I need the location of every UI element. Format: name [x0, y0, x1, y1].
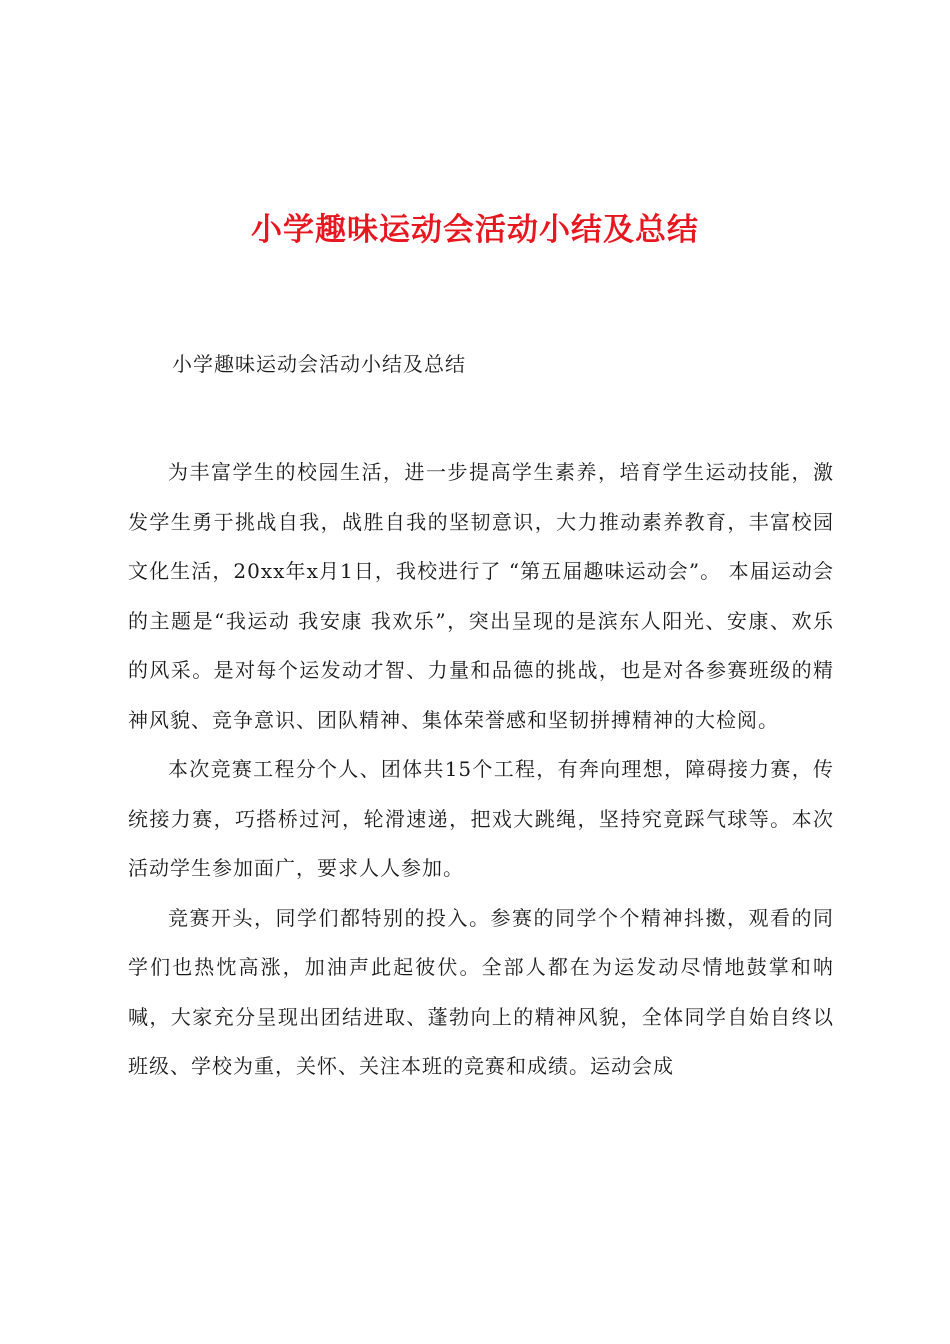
document-subtitle: 小学趣味运动会活动小结及总结	[172, 352, 466, 376]
paragraph-1: 为丰富学生的校园生活，进一步提高学生素养，培育学生运动技能，激发学生勇于挑战自我，战胜自我的坚韧意识，大力推动素养教育，丰富校园文化生活，20xx年x月1日，我校进行了 “第五届趣味运动会”。 本届运动会的主题是“我运动 我安康 我欢乐”，突出呈现的是滨东人阳光、安康、欢乐的风采。是对每个运发动才智、力量和品德的挑战，也是对各参赛班级的精神风貌、竞争意识、团队精神、集体荣誉感和坚韧拼搏精神的大检阅。	[128, 460, 834, 732]
paragraph-3: 竞赛开头，同学们都特别的投入。参赛的同学个个精神抖擞，观看的同学们也热忱高涨，加油声此起彼伏。全部人都在为运发动尽情地鼓掌和呐喊，大家充分呈现出团结进取、蓬勃向上的精神风貌，全体同学自始自终以班级、学校为重，关怀、关注本班的竞赛和成绩。运动会成	[128, 905, 834, 1078]
document-body	[128, 448, 834, 1092]
document-title: 小学趣味运动会活动小结及总结	[251, 212, 699, 248]
paragraph-2: 本次竞赛工程分个人、团体共15个工程，有奔向理想，障碍接力赛，传统接力赛，巧搭桥过河，轮滑速递，把戏大跳绳，坚持究竟踩气球等。本次活动学生参加面广，要求人人参加。	[128, 757, 834, 880]
